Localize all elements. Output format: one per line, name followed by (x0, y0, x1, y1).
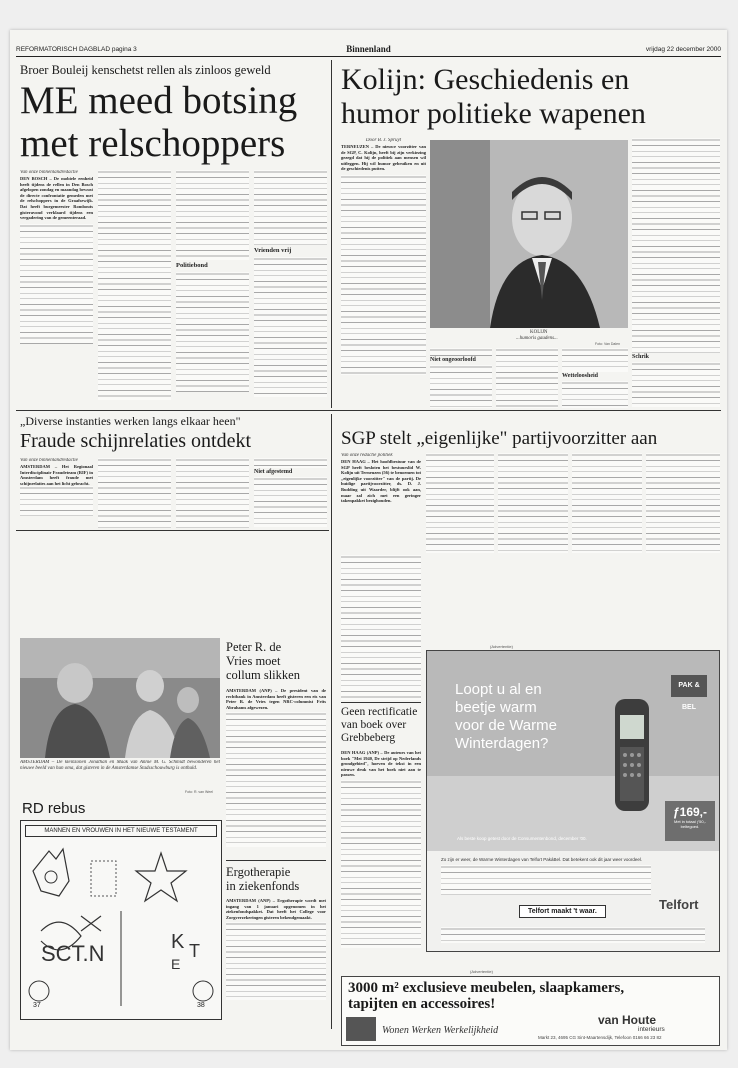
rebus-letter-k: K (171, 931, 185, 953)
ergo-headline-1: Ergotherapie (226, 865, 291, 879)
kolijn-portrait-photo (430, 140, 628, 328)
kolijn-body-text-2a (430, 348, 492, 356)
vanhoute-slogan: Wonen Werken Werkelijkheid (382, 1025, 499, 1036)
me-subhead-politiebond: Politiebond (176, 262, 208, 269)
vries-headline-2: Vries moet (226, 654, 281, 668)
rectificatie-article-body (341, 750, 421, 972)
statue-scene-icon (20, 638, 220, 758)
sgp-headline: SGP stelt „eigenlijke" partijvoorzitter aan (341, 428, 658, 449)
fraude-lead: AMSTERDAM – Het Regionaal Interdisciplinair Fraudeteam (RIF) in Amsterdam heeft fraude met schijnrelaties aan het licht gebracht. (20, 464, 93, 486)
sgp-byline: Van onze redactie politiek (341, 453, 393, 458)
fraude-headline: Fraude schijnrelaties ontdekt (20, 430, 252, 452)
fraude-column-2 (98, 458, 171, 528)
kolijn-column-3 (496, 348, 558, 408)
kolijn-byline: Door B. J. Spruyt (365, 138, 402, 143)
rebus-drawings-icon (21, 841, 221, 1011)
ergo-headline-2: in ziekenfonds (226, 879, 300, 893)
kolijn-body-text-5a (632, 138, 720, 353)
ergo-lead: AMSTERDAM (ANP) – Ergotherapie wordt met ingang van 1 januari opgenomen in het ziekenfondspakket. Dat heeft het College voor Zorgverzekeringen gisteren bekendgemaakt. (226, 898, 326, 920)
section-divider-1 (16, 410, 721, 411)
rectificatie-headline-2: van boek over (341, 719, 407, 731)
section-divider-3 (226, 860, 326, 861)
vries-lead: AMSTERDAM (ANP) – De president van de rechtbank in Amsterdam heeft gisteren een eis van Peter R. de Vries tegen NRC-columnist Frits Abrahams afgewezen. (226, 688, 326, 710)
fraude-column-1 (20, 458, 93, 528)
me-column-2 (98, 170, 171, 400)
telfort-headline-4: Winterdagen? (455, 735, 549, 752)
section-divider-2 (16, 530, 329, 531)
kolijn-body-text-1 (341, 175, 426, 375)
kolijn-body-text-4a (562, 348, 628, 372)
kolijn-lead: TERNEUZEN – De nieuwe voorzitter van de SGP, C. Kolijn, heeft bij zijn verkiezing gezegd dat hij de politiek aan mensen wil uitleggen. Hij wil humor gebruiken en uit de geschiedenis putten. (341, 144, 426, 172)
telfort-logo: Telfort (659, 897, 699, 912)
telfort-price-badge (665, 801, 715, 841)
vanhoute-advertisement[interactable] (341, 976, 720, 1046)
ergo-article-body (226, 898, 326, 1018)
rectificatie-body-text (341, 780, 421, 948)
column-divider (331, 60, 332, 408)
fraude-body-text-1 (20, 486, 93, 516)
sgp-column-3 (498, 453, 568, 553)
telfort-ad-body: Zo zijn er weer, de Warme Winterdagen van Telfort PakáBel. Dat betekent ook dit jaar weer voordeel. (441, 857, 643, 862)
me-body-text-1 (20, 224, 93, 344)
header-section: Binnenland (346, 44, 391, 54)
rebus-number-left: 37 (33, 1002, 41, 1009)
vries-headline-1: Peter R. de (226, 640, 282, 654)
kolijn-column-5 (632, 138, 720, 408)
sgp-column-4 (572, 453, 642, 553)
schmidt-statue-photo (20, 638, 220, 758)
fraude-body-text-4a (254, 458, 327, 468)
telfort-pakbel-badge: PAK & BEL (671, 675, 707, 697)
rebus-number-right: 38 (197, 1002, 205, 1009)
rectificatie-headline-3: Grebbeberg (341, 732, 396, 744)
column-divider-lower (331, 414, 332, 1029)
me-body-text-4a (254, 170, 327, 245)
vanhoute-headline-2: tapijten en accessoires! (348, 996, 496, 1012)
rebus-letters-left: SCT.N (41, 941, 105, 966)
kolijn-column-1 (341, 138, 426, 408)
kolijn-body-text-2b (430, 365, 492, 408)
vries-headline-3: collum slikken (226, 668, 300, 682)
mobile-phone-icon (609, 699, 655, 811)
me-column-3 (176, 170, 249, 400)
vries-article-body (226, 688, 326, 858)
telfort-ad-body-lines (441, 865, 651, 895)
vanhoute-advert-label: (Advertentie) (470, 969, 493, 974)
rebus-letter-t: T (189, 941, 200, 961)
fraude-column-3 (176, 458, 249, 528)
page-header (16, 44, 721, 57)
me-column-1 (20, 170, 93, 400)
section-divider-4 (341, 702, 421, 703)
telfort-price-note: Met in totaal ƒ50,- beltegoed. (673, 819, 707, 829)
vries-body-text (226, 712, 326, 847)
telfort-fine-print (441, 927, 705, 943)
schmidt-photo-credit: Foto: R. van Weel (185, 790, 213, 794)
portrait-figure-icon (430, 140, 628, 328)
kolijn-subhead-wetteloosheid: Wetteloosheid (562, 373, 598, 379)
telfort-ad-headline (455, 681, 557, 753)
kolijn-caption-name: KOLIJN (530, 330, 548, 335)
kolijn-body-text-5b (632, 362, 720, 407)
me-byline: Van onze binnenlandredactie (20, 170, 78, 175)
fraude-column-4 (254, 458, 327, 528)
telfort-headline-1: Loopt u al en (455, 681, 542, 698)
fraude-subhead: Niet afgestemd (254, 469, 293, 475)
kolijn-subhead-niet-ongeoorloofd: Niet ongeoorloofd (430, 357, 476, 363)
me-body-text-3b (176, 272, 249, 392)
vanhoute-logo-sub: interieurs (638, 1026, 665, 1033)
telfort-tagline: Telfort maakt 't waar. (519, 905, 606, 918)
kolijn-body-text-4b (562, 381, 628, 408)
fraude-byline: Van onze binnenlandredactie (20, 458, 78, 463)
telfort-award: Als beste koop getest door de Consumentenbond, december '00. (457, 836, 587, 841)
kolijn-column-4 (562, 348, 628, 408)
rectificatie-headline-1: Geen rectificatie (341, 706, 418, 718)
telfort-advertisement[interactable] (426, 650, 720, 952)
ergo-body-text (226, 922, 326, 1000)
me-kicker: Broer Bouleij kenschetst rellen als zinloos geweld (20, 63, 271, 77)
sgp-column-5 (646, 453, 720, 553)
header-paper-name: REFORMATORISCH DAGBLAD pagina 3 (16, 46, 137, 53)
kolijn-photo-credit: Foto: Van Dalen (595, 342, 621, 346)
telfort-headline-3: voor de Warme (455, 717, 557, 734)
me-headline-line-1: ME meed botsing (20, 79, 298, 122)
sgp-column-1 (341, 453, 421, 553)
schmidt-photo-caption: AMSTERDAM – De kleinzonen Jonathan en Maak van Annie M. G. Schmidt bewonderen het nieuwe beeld van hun oma, dat gisteren in de Amsterdamse Stadsschouwburg is onthuld. (20, 760, 220, 771)
vanhoute-address: Markt 23, 4695 CG Sint-Maartensdijk, Telefoon 0166 66 23 82 (538, 1035, 662, 1040)
rebus-banner: MANNEN EN VROUWEN IN HET NIEUWE TESTAMENT (25, 825, 217, 837)
rectificatie-lead: DEN HAAG (ANP) – De auteurs van het boek "Mei 1940, De strijd op Nederlands grondgebied", hoeven de tekst in een nieuwe druk van het boek niet aan te passen. (341, 750, 421, 778)
me-body-text-3a (176, 170, 249, 260)
newspaper-page (10, 30, 727, 1050)
me-subhead-vrienden: Vrienden vrij (254, 247, 292, 254)
vanhoute-showroom-icon (346, 1017, 376, 1041)
kolijn-headline-line-2: humor politieke wapenen (341, 97, 646, 130)
me-column-4 (254, 170, 327, 400)
telfort-headline-2: beetje warm (455, 699, 537, 716)
kolijn-headline-line-1: Kolijn: Geschiedenis en (341, 63, 630, 96)
rebus-title: RD rebus (22, 800, 86, 817)
vanhoute-headline-1: 3000 m² exclusieve meubelen, slaapkamers, (348, 980, 625, 996)
fraude-kicker: „Diverse instanties werken langs elkaar heen" (20, 414, 241, 428)
kolijn-subhead-schrik: Schrik (632, 354, 650, 360)
header-date: vrijdag 22 december 2000 (645, 46, 721, 53)
me-lead: DEN BOSCH – De mobiele eenheid heeft tijdens de rellen in Den Bosch afgelopen zondag en maandag bewust de directe confrontatie gemeden met de relschoppers in de Graafsewijk. Dat heeft burgemeester Rombouts gisteravond verklaard tijdens een vergadering van de gemeenteraad. (20, 176, 93, 221)
rebus-puzzle[interactable] (20, 820, 222, 1020)
me-headline-line-2: met relschoppers (20, 122, 286, 165)
sgp-column-2 (426, 453, 494, 553)
vanhoute-logo: van Houte (598, 1013, 657, 1027)
sgp-lead: DEN HAAG – Het hoofdbestuur van de SGP heeft besloten het bestuurslid W. Kolijn uit Terneuzen (56) te benoemen tot „eigenlijke voorzitter" van de partij. De huidige partijvoorzitter, ds. D. J. Budding uit Waarder, blijft ook aan, maar zal zich met een geringer takenpakket bezighouden. (341, 459, 421, 504)
kolijn-column-2 (430, 348, 492, 408)
telfort-advert-label: (Advertentie) (490, 644, 513, 649)
me-body-text-4b (254, 257, 327, 397)
kolijn-caption-quote: ...humoris gaudens... (516, 336, 558, 341)
fraude-body-text-4b (254, 477, 327, 527)
sgp-column-1-continued (341, 555, 421, 700)
telfort-price: ƒ169,- (672, 805, 708, 819)
rebus-letter-e: E (171, 956, 181, 972)
